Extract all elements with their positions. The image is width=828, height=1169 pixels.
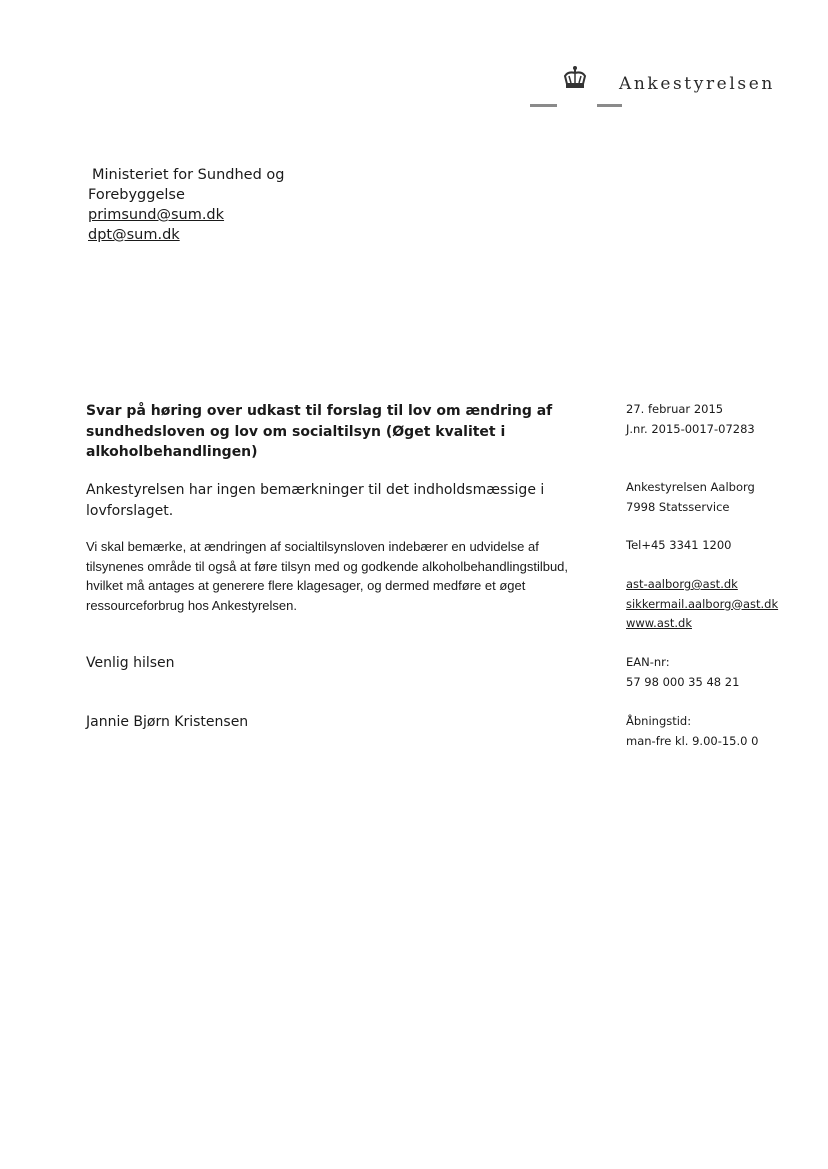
logo-bar-right bbox=[597, 104, 622, 107]
letter-subject: Svar på høring over udkast til forslag til lov om ændring af sundhedsloven og lov om socialtilsyn (Øget kvalitet i alkoholbehandlingen) bbox=[86, 403, 553, 460]
recipient-line-2: Forebyggelse bbox=[88, 187, 185, 203]
sidebar-ean-block bbox=[626, 653, 739, 692]
letter-signer: Jannie Bjørn Kristensen bbox=[86, 714, 249, 730]
sidebar-phone: Tel+45 3341 1200 bbox=[626, 538, 732, 552]
letter-date: 27. februar 2015 bbox=[626, 402, 724, 416]
website-link[interactable]: www.ast.dk bbox=[626, 616, 692, 630]
logo-text: Ankestyrelsen bbox=[619, 74, 775, 94]
recipient-email-1[interactable]: primsund@sum.dk bbox=[88, 207, 225, 223]
logo-bar-left bbox=[530, 104, 557, 107]
letter-paragraph-2: Vi skal bemærke, at ændringen af socialtilsynsloven indebærer en udvidelse af tilsynenes område til også at føre tilsyn med og godkende alkoholbehandlingstilbud, hvilket må antages at generere flere klagesager, og dermed medføre et øget ressourceforbrug hos Ankestyrelsen. bbox=[86, 539, 569, 613]
hours-label: Åbningstid: bbox=[626, 714, 692, 728]
office-postal: 7998 Statsservice bbox=[626, 499, 730, 514]
recipient-email-2[interactable]: dpt@sum.dk bbox=[88, 227, 180, 243]
hours-value: man-fre kl. 9.00-15.0 0 bbox=[626, 733, 759, 748]
secure-email-link[interactable]: sikkermail.aalborg@ast.dk bbox=[626, 596, 779, 611]
ean-value: 57 98 000 35 48 21 bbox=[626, 674, 740, 689]
office-name: Ankestyrelsen Aalborg bbox=[626, 480, 755, 494]
recipient-line-1: Ministeriet for Sundhed og bbox=[92, 167, 285, 183]
crown-icon bbox=[560, 64, 590, 94]
recipient-address bbox=[88, 165, 284, 245]
letter-greeting: Venlig hilsen bbox=[86, 655, 175, 671]
sidebar-office-block bbox=[626, 478, 755, 517]
office-email-link[interactable]: ast-aalborg@ast.dk bbox=[626, 577, 738, 591]
sidebar-date-block bbox=[626, 400, 755, 439]
letter-paragraph-1: Ankestyrelsen har ingen bemærkninger til det indholdsmæssige i lovforslaget. bbox=[86, 482, 545, 519]
sidebar-contact-links bbox=[626, 575, 778, 634]
sidebar-hours-block bbox=[626, 712, 758, 751]
journal-number: J.nr. 2015-0017-07283 bbox=[626, 421, 755, 436]
ean-label: EAN-nr: bbox=[626, 655, 670, 669]
